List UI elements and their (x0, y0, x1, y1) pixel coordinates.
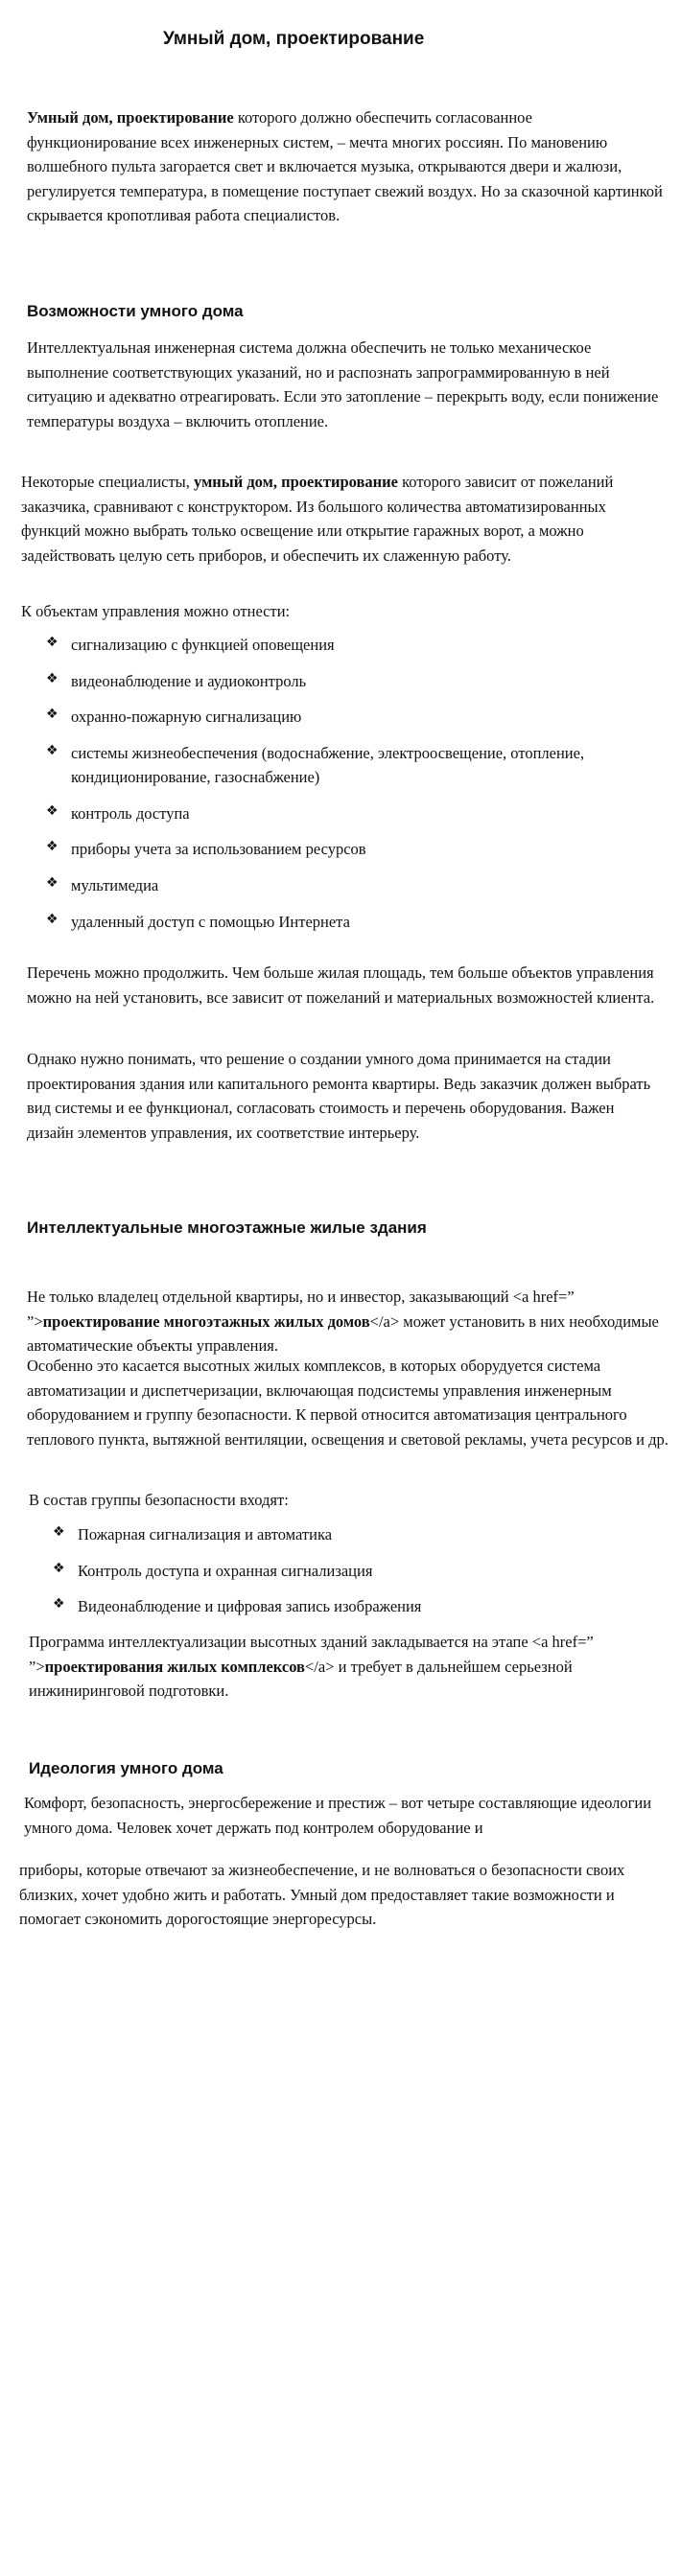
list-item (53, 1594, 657, 1619)
highrise-paragraph-1 (27, 1285, 665, 1358)
hr-p3-bold: проектирования жилых комплексов (44, 1657, 305, 1676)
diamond-bullet-icon: ❖ (46, 707, 59, 723)
diamond-bullet-icon: ❖ (53, 1560, 65, 1576)
ideology-paragraph-1: Комфорт, безопасность, энергосбережение и престиж – вот четыре составляющие идеологии умного дома. Человек хочет держать под контролем оборудование и (24, 1794, 652, 1837)
diamond-bullet-icon: ❖ (46, 874, 59, 891)
section-heading-highrise: Интеллектуальные многоэтажные жилые здания (27, 1218, 427, 1237)
objects-list (46, 633, 660, 945)
capabilities-paragraph-4: Однако нужно понимать, что решение о создании умного дома принимается на стадии проектирования здания или капитального ремонта квартиры. Ведь заказчик должен выбрать вид системы и ее функционал, согласовать стоимость и перечень оборудования. Важен дизайн элементов управления, их соответствие интерьеру. (27, 1050, 651, 1142)
intro-paragraph (27, 105, 665, 228)
ideology-paragraph-2: приборы, которые отвечают за жизнеобеспечение, и не волноваться о безопасности своих близких, хочет удобно жить и работать. Умный дом предоставляет такие возможности и помогает сэкономить дорогостоящие энергоресурсы. (19, 1861, 625, 1929)
capabilities-paragraph-2 (21, 470, 659, 568)
highrise-paragraph-2: Особенно это касается высотных жилых комплексов, в которых оборудуется система автоматизации и диспетчеризации, включающая подсистемы управления инженерным оборудованием и группу безопасности. К первой относится автоматизация центрального теплового пункта, вытяжной вентиляции, освещения и световой рекламы, учета ресурсов и др. (27, 1357, 669, 1449)
list-item (46, 801, 660, 826)
diamond-bullet-icon: ❖ (46, 742, 59, 758)
list-item (53, 1559, 657, 1584)
capabilities-paragraph-3: Перечень можно продолжить. Чем больше жилая площадь, тем больше объектов управления можно на ней установить, все зависит от пожеланий и материальных возможностей клиента. (27, 963, 655, 1007)
list-item (53, 1522, 657, 1547)
diamond-bullet-icon: ❖ (53, 1596, 65, 1613)
capabilities-paragraph-1: Интеллектуальная инженерная система должна обеспечить не только механическое выполнение соответствующих указаний, но и распознать запрограммированную в ней ситуацию и адекватно отреагировать. Если это затопление – перекрыть воду, если понижение температуры воздуха – включить отопление. (27, 338, 659, 430)
list-item (46, 910, 660, 935)
security-list (53, 1522, 657, 1631)
objects-list-intro: К объектам управления можно отнести: (21, 602, 291, 620)
list-item-text: Контроль доступа и охранная сигнализация (78, 1561, 373, 1580)
page-title: Умный дом, проектирование (163, 29, 425, 49)
section-heading-ideology: Идеология умного дома (29, 1759, 223, 1777)
list-item (46, 633, 660, 658)
list-item-text: мультимедиа (71, 875, 159, 894)
list-item (46, 873, 660, 898)
diamond-bullet-icon: ❖ (53, 1524, 65, 1540)
list-item-text: Пожарная сигнализация и автоматика (78, 1525, 333, 1543)
list-item-text: сигнализацию с функцией оповещения (71, 636, 335, 654)
hr-p1-bold: проектирование многоэтажных жилых домов (42, 1311, 370, 1331)
diamond-bullet-icon: ❖ (46, 670, 59, 686)
list-item-text: Видеонаблюдение и цифровая запись изображения (78, 1597, 422, 1616)
section-heading-capabilities: Возможности умного дома (27, 302, 244, 320)
hr-p3-pre: Программа интеллектуализации высотных зданий закладывается на этапе <a href=” ”> (29, 1633, 594, 1676)
cap-p2-post: которого зависит от пожеланий заказчика, сравнивают с конструктором. Из большого количества автоматизированных функций можно выбрать только освещение или открытие гаражных ворот, а можно задействовать целую сеть приборов, и обеспечить их слаженную работу. (21, 473, 614, 565)
highrise-paragraph-3 (29, 1630, 667, 1704)
diamond-bullet-icon: ❖ (46, 635, 59, 650)
list-item-text: системы жизнеобеспечения (водоснабжение, электроосвещение, отопление, кондиционирование, газоснабжение) (71, 743, 585, 787)
diamond-bullet-icon: ❖ (46, 911, 59, 927)
list-item-text: удаленный доступ с помощью Интернета (71, 912, 350, 931)
hr-p1-post: </a> может установить в них необходимые автоматические объекты управления. (27, 1311, 659, 1356)
intro-text: которого должно обеспечить согласованное функционирование всех инженерных систем, – мечта многих россиян. По мановению волшебного пульта загорается свет и включается музыка, открываются двери и жалюзи, регулируется температура, в помещение поступает свежий воздух. Но за сказочной картинкой скрывается кропотливая работа специалистов. (27, 108, 663, 225)
cap-p2-bold: умный дом, проектирование (194, 473, 398, 491)
cap-p2-pre: Некоторые специалисты, (21, 473, 195, 491)
list-item (46, 837, 660, 862)
list-item (46, 669, 660, 694)
list-item-text: видеонаблюдение и аудиоконтроль (71, 671, 307, 690)
security-list-intro: В состав группы безопасности входят: (29, 1491, 289, 1509)
list-item-text: контроль доступа (71, 803, 190, 823)
list-item (46, 741, 660, 790)
intro-bold: Умный дом, проектирование (27, 108, 234, 127)
hr-p3-post: </a> и требует в дальнейшем серьезной инжиниринговой подготовки. (29, 1657, 573, 1701)
list-item-text: приборы учета за использованием ресурсов (71, 840, 366, 859)
diamond-bullet-icon: ❖ (46, 802, 59, 819)
diamond-bullet-icon: ❖ (46, 839, 59, 855)
hr-p1-pre: Не только владелец отдельной квартиры, но и инвестор, заказывающий <a href=” ”> (27, 1288, 575, 1331)
list-item (46, 705, 660, 730)
list-item-text: охранно-пожарную сигнализацию (71, 708, 302, 727)
